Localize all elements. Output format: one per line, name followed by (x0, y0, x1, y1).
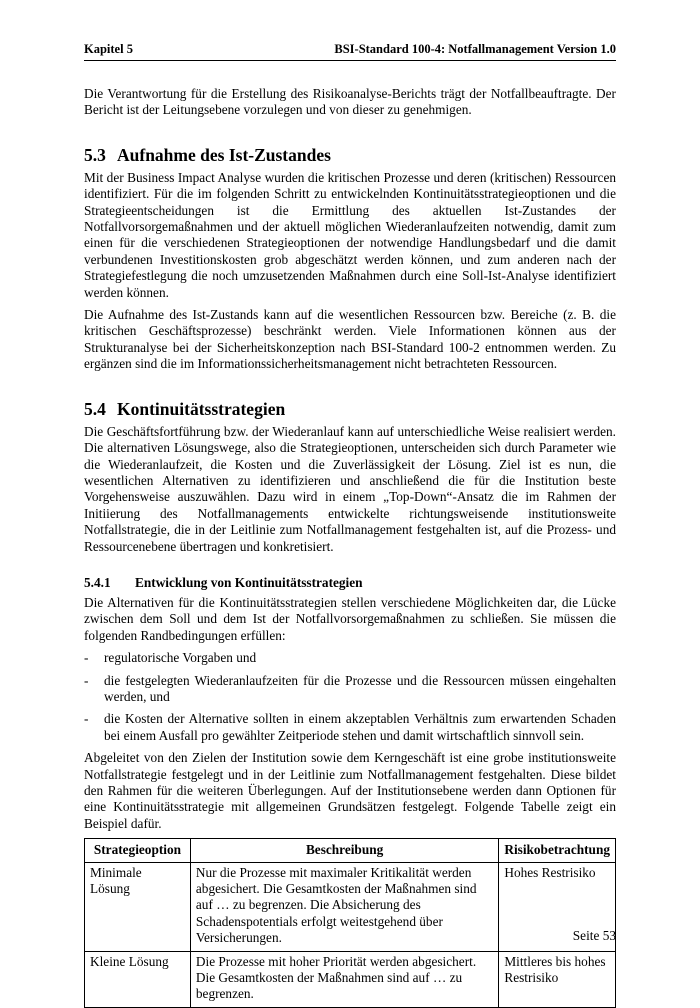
table-cell: Minimale Lösung (85, 862, 191, 951)
table-cell: Mittleres bis hohes Restrisiko (499, 951, 616, 1007)
section-heading-5-3 (84, 145, 616, 165)
table-row (85, 862, 616, 951)
main-content (84, 86, 616, 1008)
table-header-row (85, 839, 616, 862)
section-title: Kontinuitätsstrategien (117, 398, 286, 419)
document-title: BSI-Standard 100-4: Notfallmanagement Version 1.0 (334, 42, 616, 56)
subsection-heading-5-4-1 (84, 575, 616, 591)
paragraph: Die Alternativen für die Kontinuitätsstrategien stellen verschiedene Möglichkeiten dar, die Lücke zwischen dem Soll und dem Ist der Notfallvorsorgemaßnahmen zu schließen. Sie müssen die folgenden Randbedingungen erfüllen: (84, 594, 616, 643)
section-number: 5.4 (84, 398, 106, 419)
list-item (84, 650, 616, 666)
list-item (84, 711, 616, 744)
page-number: Seite 53 (572, 928, 616, 943)
paragraph: Mit der Business Impact Analyse wurden die kritischen Prozesse und deren (kritischen) Ressourcen identifiziert. Für die im folgenden Schritt zu entwickelnden Kontinuitätsstrategieoptionen und die Strategieentscheidungen ist die Ermittlung des aktuellen Ist-Zustandes der Notfallvorsorgemaßnahmen und der aktuell möglichen Wiederanlaufzeiten notwendig, damit zum einen für die verschiedenen Strategieoptionen der notwendige Handlungsbedarf und die damit verbundenen Investitionskosten grob abgeschätzt werden können, und zum anderen nach der Strategiefestlegung die noch umzusetzenden Maßnahmen durch eine Soll-Ist-Analyse identifiziert werden können. (84, 169, 616, 300)
chapter-label: Kapitel 5 (84, 42, 133, 56)
section-title: Aufnahme des Ist-Zustandes (117, 144, 331, 165)
column-header: Strategieoption (85, 839, 191, 862)
strategy-table (84, 838, 616, 1008)
dash-bullet: - (84, 650, 89, 666)
table-cell: Kleine Lösung (85, 951, 191, 1007)
intro-paragraph: Die Verantwortung für die Erstellung des Risikoanalyse-Berichts trägt der Notfallbeauftragte. Der Bericht ist der Leitungsebene vorzulegen und von dieser zu genehmigen. (84, 86, 616, 118)
column-header: Risikobetrachtung (499, 839, 616, 862)
column-header: Beschreibung (190, 839, 498, 862)
dash-bullet: - (84, 711, 89, 727)
paragraph: Die Aufnahme des Ist-Zustands kann auf die wesentlichen Ressourcen bzw. Bereiche (z. B. die kritischen Geschäftsprozesse) beschränkt werden. Viele Informationen können aus der Strukturanalyse bei der Sicherheitskonzeption nach BSI-Standard 100-2 entnommen werden. Zu ergänzen sind die im Informationssicherheitsmanagement nicht betrachteten Ressourcen. (84, 307, 616, 372)
list-item-text: die festgelegten Wiederanlaufzeiten für die Prozesse und die Ressourcen müssen eingehalten werden, und (104, 672, 616, 704)
table-cell: Nur die Prozesse mit maximaler Kritikalität werden abgesichert. Die Gesamtkosten der Maßnahmen sind auf … zu begrenzen. Die Absicherung des Schadenspotentials erfolgt weitestgehend über Versicherungen. (190, 862, 498, 951)
list-item-text: die Kosten der Alternative sollten in einem akzeptablen Verhältnis zum erwartenden Schaden bei einem Ausfall pro gewählter Zeitperiode stehen und damit wirtschaftlich sinnvoll sein. (104, 711, 616, 743)
table-cell: Die Prozesse mit hoher Priorität werden abgesichert. Die Gesamtkosten der Maßnahmen sind auf … zu begrenzen. (190, 951, 498, 1007)
subsection-title: Entwicklung von Kontinuitätsstrategien (135, 574, 363, 590)
paragraph: Die Geschäftsfortführung bzw. der Wiederanlauf kann auf unterschiedliche Weise realisiert werden. Die alternativen Lösungswege, also die Strategieoptionen, unterscheiden sich durch Parameter wie die Wiederanlaufzeit, die Kosten und die Zuverlässigkeit der Lösung. Ziel ist es nun, die wesentlichen Alternativen zu identifizieren und anschließend die für die Institution beste Vorgehensweise auszuwählen. Dazu wird in einem „Top-Down“-Ansatz die im Rahmen der Initiierung des Notfallmanagements entwickelte richtungsweisende institutionsweite Notfallstrategie, die in der Leitlinie zum Notfallmanagement festgehalten ist, auf die Prozess- und Ressourcenebene übertragen und konkretisiert. (84, 423, 616, 554)
list-item (84, 673, 616, 706)
section-number: 5.3 (84, 144, 106, 165)
page-header (84, 40, 616, 61)
table-cell: Hohes Restrisiko (499, 862, 616, 951)
subsection-number: 5.4.1 (84, 574, 111, 590)
dash-bullet: - (84, 672, 89, 688)
section-heading-5-4 (84, 399, 616, 419)
list-item-text: regulatorische Vorgaben und (104, 650, 257, 666)
paragraph: Abgeleitet von den Zielen der Institution sowie dem Kerngeschäft ist eine grobe institutionsweite Notfallstrategie festgelegt und in der Leitlinie zum Notfallmanagement festgehalten. Diese bildet den Rahmen für die weiteren Überlegungen. Auf der Institutionsebene werden dann Optionen für eine Kontinuitätsstrategie mit allgemeinen Grundsätzen festgelegt. Folgende Tabelle zeigt ein Beispiel dafür. (84, 750, 616, 831)
requirements-list (84, 650, 616, 744)
table-row (85, 951, 616, 1007)
